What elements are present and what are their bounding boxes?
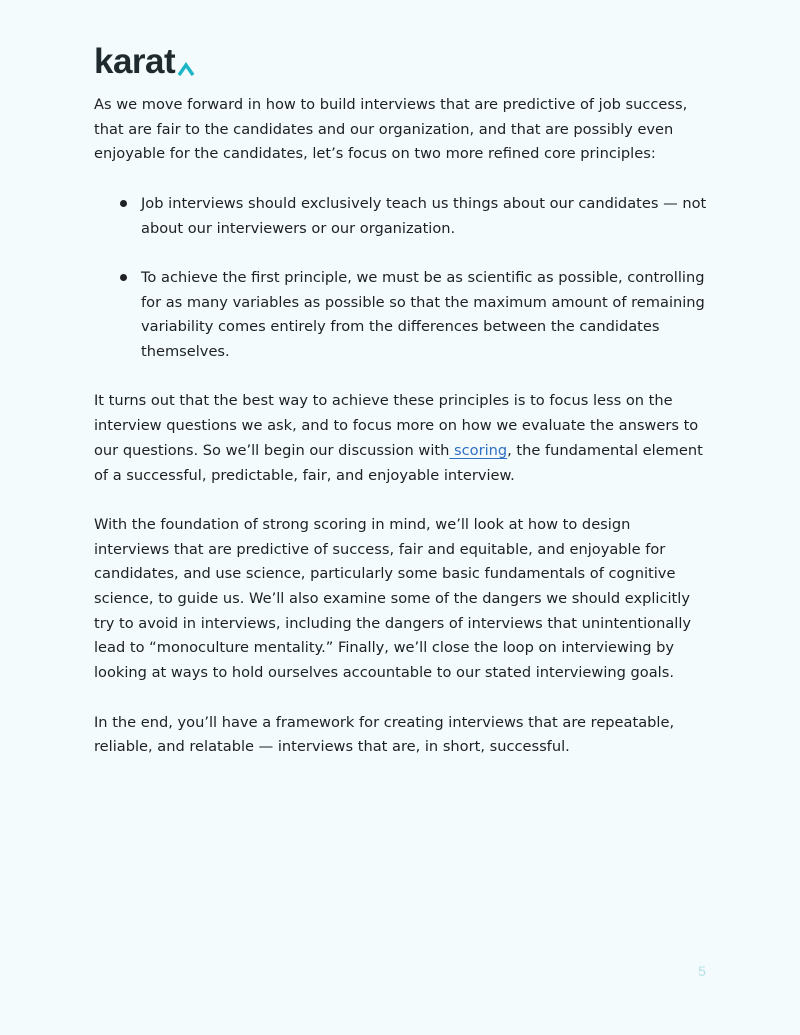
page-number: 5 xyxy=(698,963,706,979)
scoring-paragraph-lead: It turns out that the best way to achieve these principles is to focus less on the interview questions we ask, and to focus more on how we evaluate the answers to our questions. So we’ll begin our discussion with xyxy=(94,392,699,459)
principle-text: To achieve the first principle, we must be as scientific as possible, controlling for as many variables as possible so that the maximum amount of remaining variability comes entirely from the differences between the candidates themselves. xyxy=(141,268,705,360)
core-principles-list xyxy=(94,192,710,365)
list-item xyxy=(94,266,710,365)
scoring-paragraph-tail: , the fundamental element of a successful, predictable, fair, and enjoyable interview. xyxy=(94,441,703,484)
principle-text: Job interviews should exclusively teach us things about our candidates — not about our interviewers or our organization. xyxy=(141,194,707,237)
document-body xyxy=(94,93,710,785)
conclusion-paragraph: In the end, you’ll have a framework for creating interviews that are repeatable, reliable, and relatable — interviews that are, in short, successful. xyxy=(94,713,675,756)
karat-logo xyxy=(94,40,196,84)
bullet-icon xyxy=(118,266,128,291)
scoring-link[interactable]: scoring xyxy=(449,441,508,459)
foundation-paragraph: With the foundation of strong scoring in mind, we’ll look at how to design interviews that are predictive of success, fair and equitable, and enjoyable for candidates, and use science, particularly some basic fundamentals of cognitive science, to guide us. We’ll also examine some of the dangers we should explicitly try to avoid in interviews, including the dangers of interviews that unintentionally lead to “monoculture mentality.” Finally, we’ll close the loop on interviewing by looking at ways to hold ourselves accountable to our stated interviewing goals. xyxy=(94,515,692,682)
intro-paragraph: As we move forward in how to build interviews that are predictive of job success, that are fair to the candidates and our organization, and that are possibly even enjoyable for the candidates, let’s focus on two more refined core principles: xyxy=(94,96,688,163)
list-item xyxy=(94,192,710,241)
caret-icon xyxy=(176,47,196,67)
scoring-paragraph xyxy=(94,389,710,488)
bullet-icon xyxy=(118,192,128,217)
logo-wordmark: karat xyxy=(94,42,176,81)
